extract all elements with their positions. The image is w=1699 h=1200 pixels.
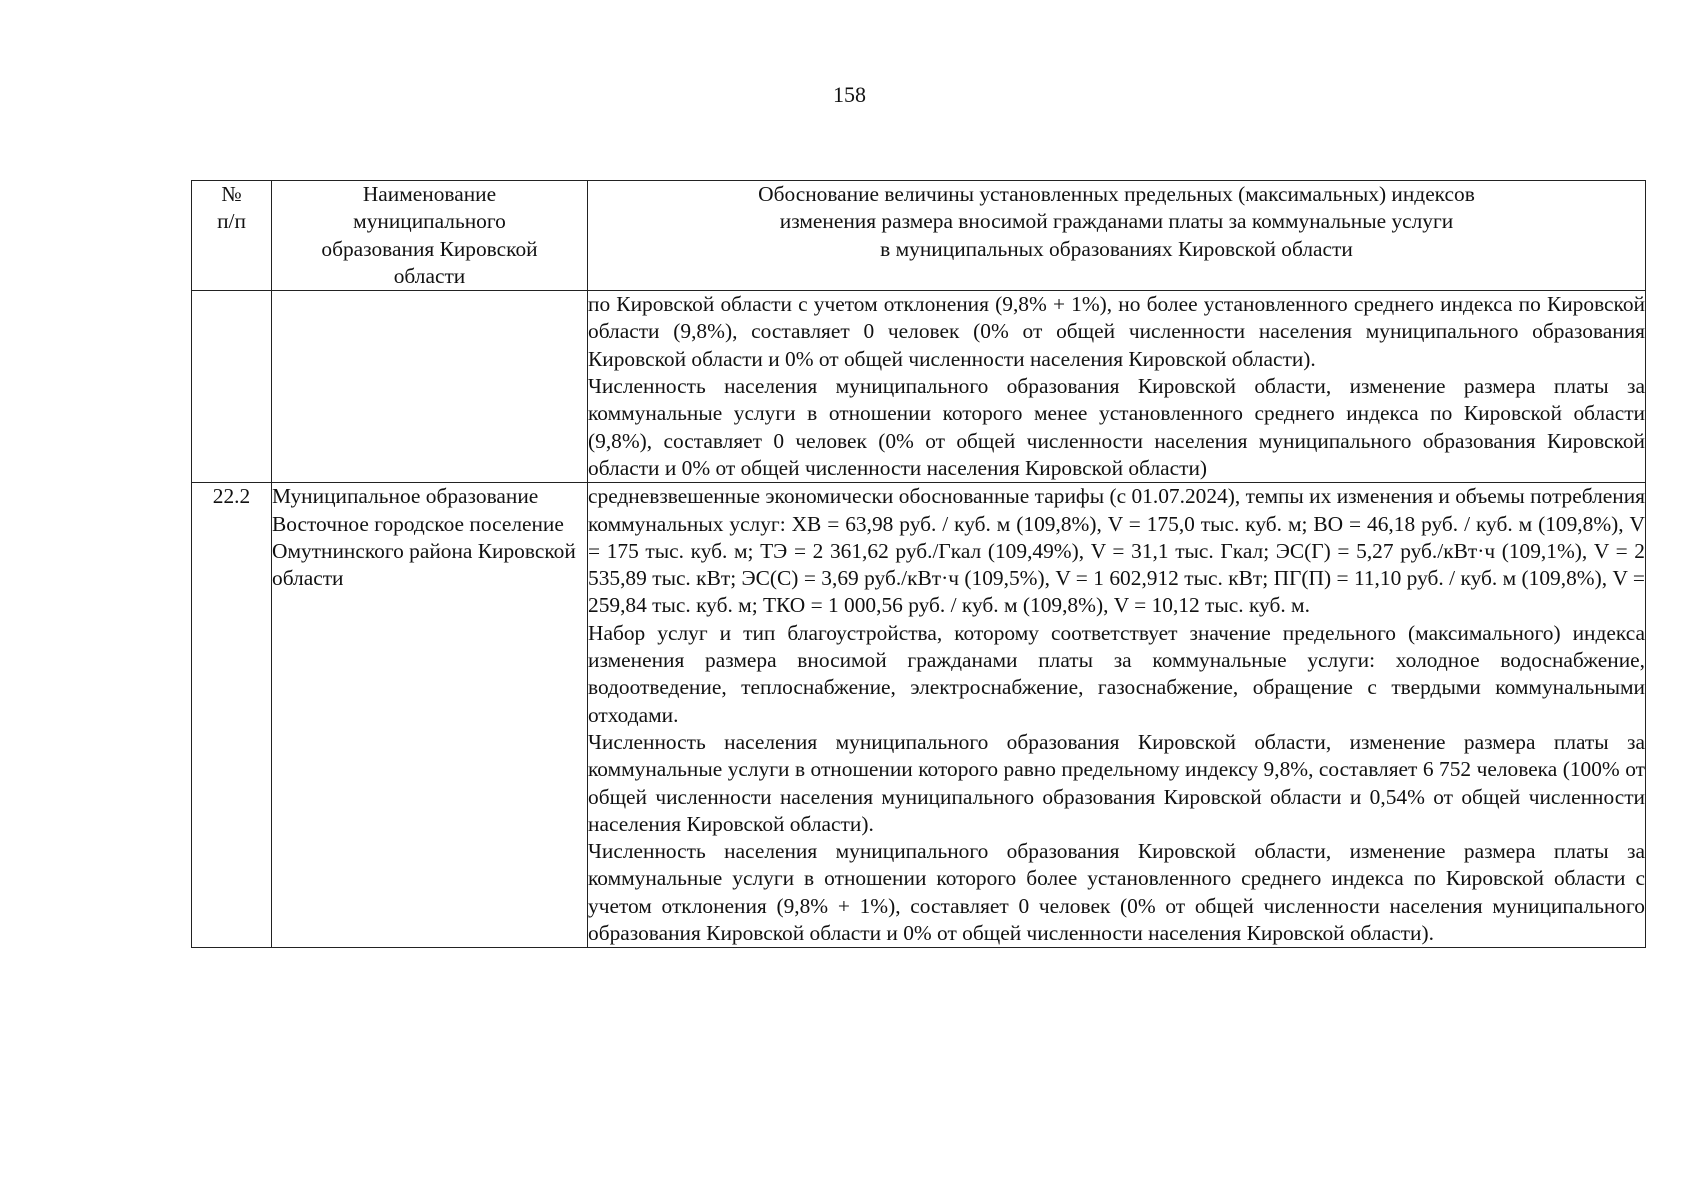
- row-justification-cell: [588, 483, 1646, 948]
- justification-paragraph: средневзвешенные экономически обоснованные тарифы (с 01.07.2024), темпы их изменения и объемы потребления коммунальных услуг: ХВ = 63,98 руб. / куб. м (109,8%), V = 175,0 тыс. куб. м; ВО = 46,18 руб. / куб. м (109,8%), V = 175 тыс. куб. м; ТЭ = 2 361,62 руб./Гкал (109,49%), V = 31,1 тыс. Гкал; ЭС(Г) = 5,27 руб./кВт·ч (109,1%), V = 2 535,89 тыс. кВт; ЭС(С) = 3,69 руб./кВт·ч (109,5%), V = 1 602,912 тыс. кВт; ПГ(П) = 11,10 руб. / куб. м (109,8%), V = 259,84 тыс. куб. м; ТКО = 1 000,56 руб. / куб. м (109,8%), V = 10,12 тыс. куб. м.: [588, 484, 1645, 618]
- row-municipality-cell: [272, 291, 588, 483]
- header-number: [192, 181, 272, 291]
- page-number: 158: [833, 82, 866, 107]
- justification-paragraph: Численность населения муниципального образования Кировской области, изменение размера платы за коммунальные услуги в отношении которого более установленного среднего индекса по Кировской области с учетом отклонения (9,8% + 1%), составляет 0 человек (0% от общей численности населения муниципального образования Кировской области и 0% от общей численности населения Кировской области).: [588, 839, 1645, 946]
- header-name-line: области: [393, 263, 466, 288]
- row-municipality-cell: Муниципальное образование Восточное городское поселение Омутнинского района Кировской области: [272, 483, 588, 948]
- table-row: [192, 483, 1646, 948]
- header-justification-line: Обоснование величины установленных предельных (максимальных) индексов: [758, 182, 1475, 206]
- header-number-line: №: [221, 182, 242, 206]
- header-justification: [588, 181, 1646, 291]
- tariff-justification-table: [191, 180, 1646, 948]
- header-justification-line: изменения размера вносимой гражданами платы за коммунальные услуги: [779, 209, 1454, 234]
- header-justification-line: в муниципальных образованиях Кировской области: [880, 236, 1353, 261]
- table-header-row: [192, 181, 1646, 291]
- table-row: [192, 291, 1646, 483]
- row-number-cell: 22.2: [192, 483, 272, 948]
- header-number-line: п/п: [217, 209, 246, 234]
- header-name-line: муниципального: [353, 209, 506, 234]
- header-name-line: Наименование: [362, 182, 497, 206]
- justification-paragraph: Набор услуг и тип благоустройства, которому соответствует значение предельного (максимального) индекса изменения размера вносимой гражданами платы за коммунальные услуги: холодное водоснабжение, водоотведение, теплоснабжение, электроснабжение, газоснабжение, обращение с твердыми коммунальными отходами.: [588, 620, 1645, 727]
- header-name-line: образования Кировской: [321, 236, 538, 261]
- header-municipality-name: [272, 181, 588, 291]
- justification-paragraph: Численность населения муниципального образования Кировской области, изменение размера платы за коммунальные услуги в отношении которого менее установленного среднего индекса по Кировской области (9,8%), составляет 0 человек (0% от общей численности населения муниципального образования Кировской области и 0% от общей численности населения Кировской области): [588, 374, 1645, 480]
- justification-paragraph: по Кировской области с учетом отклонения (9,8% + 1%), но более установленного среднего индекса по Кировской области (9,8%), составляет 0 человек (0% от общей численности населения муниципального образования Кировской области и 0% от общей численности населения Кировской области).: [588, 292, 1645, 371]
- justification-paragraph: Численность населения муниципального образования Кировской области, изменение размера платы за коммунальные услуги в отношении которого равно предельному индексу 9,8%, составляет 6 752 человека (100% от общей численности населения муниципального образования Кировской области и 0,54% от общей численности населения Кировской области).: [588, 729, 1645, 836]
- row-justification-cell: [588, 291, 1646, 483]
- row-number-cell: [192, 291, 272, 483]
